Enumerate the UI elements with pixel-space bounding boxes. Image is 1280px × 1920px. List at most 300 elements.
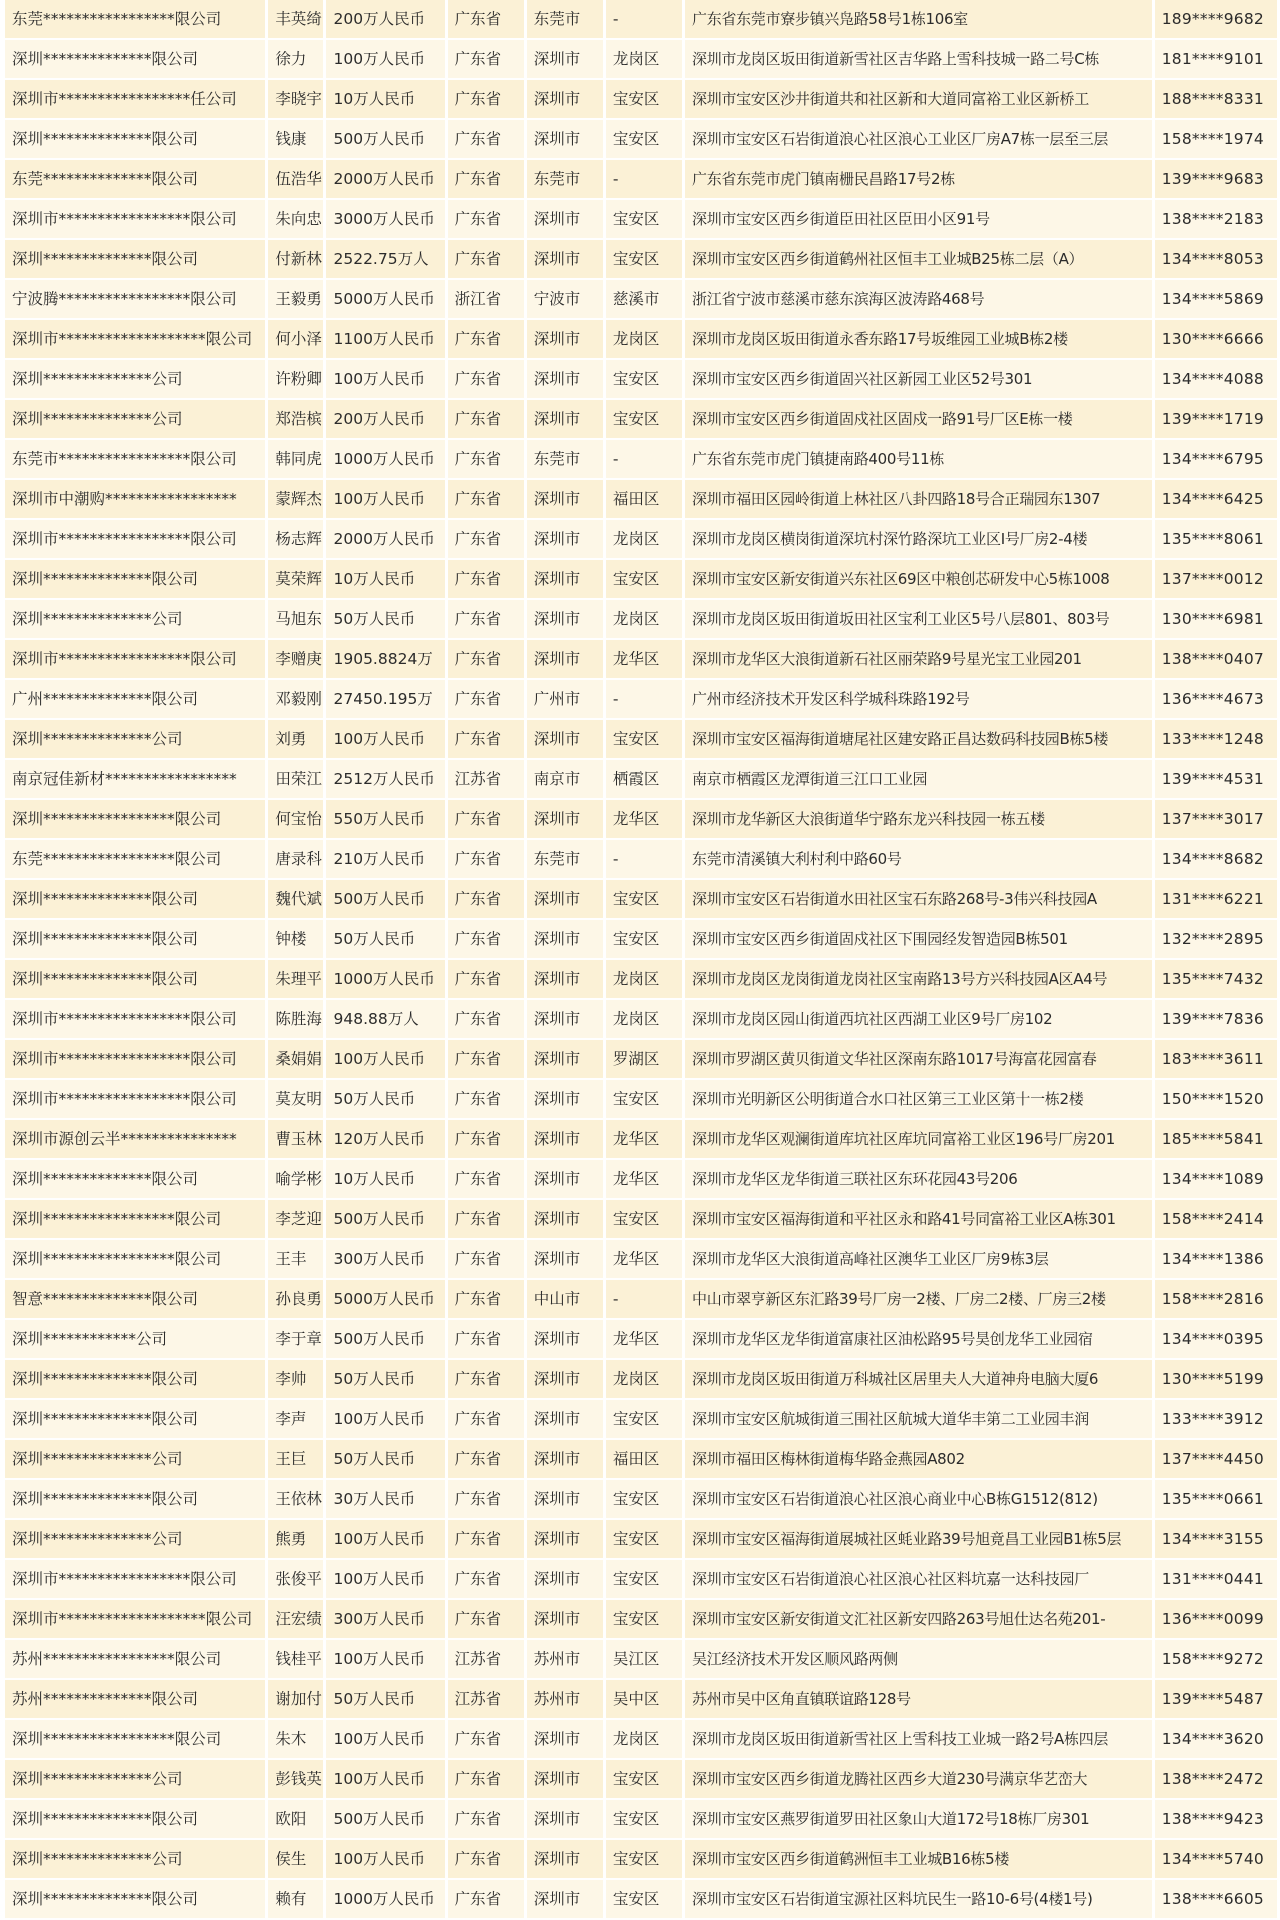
phone-cell: 130****6666 — [1155, 320, 1277, 358]
district-cell: 龙岗区 — [606, 600, 682, 638]
table-row — [5, 0, 1277, 38]
address-cell: 深圳市龙华区龙华街道富康社区油松路95号昊创龙华工业园宿 — [685, 1320, 1152, 1358]
phone-cell: 139****4531 — [1155, 760, 1277, 798]
province-cell: 广东省 — [448, 320, 524, 358]
district-cell: - — [606, 1280, 682, 1318]
phone-cell: 134****1089 — [1155, 1160, 1277, 1198]
address-cell: 深圳市龙岗区坂田街道万科城社区居里夫人大道神舟电脑大厦6 — [685, 1360, 1152, 1398]
district-cell: - — [606, 840, 682, 878]
province-cell: 广东省 — [448, 1400, 524, 1438]
registered-capital-cell: 2000万人民币 — [326, 160, 444, 198]
district-cell: 龙岗区 — [606, 960, 682, 998]
district-cell: 龙岗区 — [606, 40, 682, 78]
city-cell: 深圳市 — [527, 1840, 603, 1878]
province-cell: 江苏省 — [448, 1680, 524, 1718]
province-cell: 广东省 — [448, 200, 524, 238]
phone-cell: 189****9682 — [1155, 0, 1277, 38]
province-cell: 广东省 — [448, 1360, 524, 1398]
company-name-cell: 深圳市*****************限公司 — [5, 520, 265, 558]
address-cell: 深圳市龙岗区坂田街道坂田社区宝利工业区5号八层801、803号 — [685, 600, 1152, 638]
table-row — [5, 400, 1277, 438]
province-cell: 广东省 — [448, 560, 524, 598]
legal-person-cell: 莫友明 — [268, 1080, 323, 1118]
province-cell: 广东省 — [448, 1160, 524, 1198]
registered-capital-cell: 200万人民币 — [326, 400, 444, 438]
company-name-cell: 深圳**************限公司 — [5, 1800, 265, 1838]
district-cell: 宝安区 — [606, 1880, 682, 1918]
province-cell: 江苏省 — [448, 760, 524, 798]
phone-cell: 130****6981 — [1155, 600, 1277, 638]
registered-capital-cell: 100万人民币 — [326, 1720, 444, 1758]
city-cell: 中山市 — [527, 1280, 603, 1318]
table-row — [5, 480, 1277, 518]
table-row — [5, 1280, 1277, 1318]
city-cell: 深圳市 — [527, 360, 603, 398]
city-cell: 深圳市 — [527, 880, 603, 918]
city-cell: 深圳市 — [527, 240, 603, 278]
legal-person-cell: 田荣江 — [268, 760, 323, 798]
city-cell: 深圳市 — [527, 40, 603, 78]
company-name-cell: 东莞**************限公司 — [5, 160, 265, 198]
registered-capital-cell: 5000万人民币 — [326, 280, 444, 318]
company-name-cell: 深圳**************限公司 — [5, 120, 265, 158]
city-cell: 深圳市 — [527, 1800, 603, 1838]
table-body — [5, 0, 1277, 1918]
address-cell: 深圳市宝安区西乡街道固戍社区固戍一路91号厂区E栋一楼 — [685, 400, 1152, 438]
district-cell: 宝安区 — [606, 1520, 682, 1558]
province-cell: 广东省 — [448, 960, 524, 998]
district-cell: 龙华区 — [606, 640, 682, 678]
legal-person-cell: 蒙辉杰 — [268, 480, 323, 518]
city-cell: 深圳市 — [527, 1760, 603, 1798]
address-cell: 深圳市宝安区石岩街道浪心社区浪心社区料坑嘉一达科技园厂 — [685, 1560, 1152, 1598]
company-name-cell: 深圳**************限公司 — [5, 560, 265, 598]
table-row — [5, 1360, 1277, 1398]
phone-cell: 133****1248 — [1155, 720, 1277, 758]
table-row — [5, 1640, 1277, 1678]
district-cell: 宝安区 — [606, 1400, 682, 1438]
district-cell: 龙岗区 — [606, 1360, 682, 1398]
province-cell: 广东省 — [448, 680, 524, 718]
city-cell: 深圳市 — [527, 1320, 603, 1358]
phone-cell: 135****7432 — [1155, 960, 1277, 998]
company-name-cell: 深圳**************公司 — [5, 400, 265, 438]
company-name-cell: 智意**************限公司 — [5, 1280, 265, 1318]
province-cell: 广东省 — [448, 800, 524, 838]
registered-capital-cell: 500万人民币 — [326, 1800, 444, 1838]
legal-person-cell: 李赠庚 — [268, 640, 323, 678]
registered-capital-cell: 50万人民币 — [326, 1080, 444, 1118]
registered-capital-cell: 2000万人民币 — [326, 520, 444, 558]
company-name-cell: 广州**************限公司 — [5, 680, 265, 718]
province-cell: 广东省 — [448, 840, 524, 878]
table-row — [5, 800, 1277, 838]
city-cell: 深圳市 — [527, 600, 603, 638]
table-row — [5, 1400, 1277, 1438]
province-cell: 广东省 — [448, 360, 524, 398]
company-name-cell: 深圳市*****************限公司 — [5, 1080, 265, 1118]
phone-cell: 183****3611 — [1155, 1040, 1277, 1078]
registered-capital-cell: 100万人民币 — [326, 1400, 444, 1438]
district-cell: 宝安区 — [606, 1600, 682, 1638]
table-row — [5, 1840, 1277, 1878]
phone-cell: 134****0395 — [1155, 1320, 1277, 1358]
address-cell: 深圳市龙岗区坂田街道新雪社区上雪科技工业城一路2号A栋四层 — [685, 1720, 1152, 1758]
district-cell: 龙华区 — [606, 1320, 682, 1358]
district-cell: 龙华区 — [606, 1120, 682, 1158]
phone-cell: 134****4088 — [1155, 360, 1277, 398]
table-row — [5, 1240, 1277, 1278]
company-table — [2, 0, 1280, 1920]
legal-person-cell: 杨志辉 — [268, 520, 323, 558]
legal-person-cell: 赖有 — [268, 1880, 323, 1918]
phone-cell: 185****5841 — [1155, 1120, 1277, 1158]
legal-person-cell: 曹玉林 — [268, 1120, 323, 1158]
district-cell: 宝安区 — [606, 200, 682, 238]
registered-capital-cell: 550万人民币 — [326, 800, 444, 838]
table-row — [5, 1120, 1277, 1158]
phone-cell: 136****0099 — [1155, 1600, 1277, 1638]
legal-person-cell: 何宝怡 — [268, 800, 323, 838]
table-row — [5, 280, 1277, 318]
phone-cell: 134****1386 — [1155, 1240, 1277, 1278]
registered-capital-cell: 50万人民币 — [326, 1360, 444, 1398]
district-cell: 福田区 — [606, 1440, 682, 1478]
city-cell: 深圳市 — [527, 1000, 603, 1038]
registered-capital-cell: 50万人民币 — [326, 1680, 444, 1718]
province-cell: 广东省 — [448, 1440, 524, 1478]
province-cell: 广东省 — [448, 720, 524, 758]
district-cell: 吴中区 — [606, 1680, 682, 1718]
registered-capital-cell: 300万人民币 — [326, 1240, 444, 1278]
table-row — [5, 960, 1277, 998]
table-row — [5, 1560, 1277, 1598]
city-cell: 深圳市 — [527, 960, 603, 998]
address-cell: 深圳市龙华区大浪街道新石社区丽荣路9号星光宝工业园201 — [685, 640, 1152, 678]
registered-capital-cell: 10万人民币 — [326, 80, 444, 118]
table-row — [5, 320, 1277, 358]
legal-person-cell: 王丰 — [268, 1240, 323, 1278]
address-cell: 深圳市龙岗区坂田街道永香东路17号坂维园工业城B栋2楼 — [685, 320, 1152, 358]
legal-person-cell: 朱理平 — [268, 960, 323, 998]
company-name-cell: 深圳**************限公司 — [5, 920, 265, 958]
registered-capital-cell: 2522.75万人 — [326, 240, 444, 278]
district-cell: 宝安区 — [606, 880, 682, 918]
phone-cell: 133****3912 — [1155, 1400, 1277, 1438]
phone-cell: 130****5199 — [1155, 1360, 1277, 1398]
registered-capital-cell: 100万人民币 — [326, 1640, 444, 1678]
table-row — [5, 440, 1277, 478]
address-cell: 深圳市宝安区石岩街道浪心社区浪心工业区厂房A7栋一层至三层 — [685, 120, 1152, 158]
address-cell: 深圳市龙岗区坂田街道新雪社区吉华路上雪科技城一路二号C栋 — [685, 40, 1152, 78]
legal-person-cell: 刘勇 — [268, 720, 323, 758]
legal-person-cell: 马旭东 — [268, 600, 323, 638]
address-cell: 广东省东莞市寮步镇兴凫路58号1栋106室 — [685, 0, 1152, 38]
legal-person-cell: 邓毅刚 — [268, 680, 323, 718]
table-row — [5, 240, 1277, 278]
company-name-cell: 深圳**************公司 — [5, 360, 265, 398]
address-cell: 广东省东莞市虎门镇捷南路400号11栋 — [685, 440, 1152, 478]
province-cell: 广东省 — [448, 880, 524, 918]
legal-person-cell: 伍浩华 — [268, 160, 323, 198]
city-cell: 深圳市 — [527, 1480, 603, 1518]
province-cell: 广东省 — [448, 520, 524, 558]
registered-capital-cell: 100万人民币 — [326, 480, 444, 518]
legal-person-cell: 朱向忠 — [268, 200, 323, 238]
phone-cell: 181****9101 — [1155, 40, 1277, 78]
address-cell: 深圳市宝安区福海街道塘尾社区建安路正昌达数码科技园B栋5楼 — [685, 720, 1152, 758]
phone-cell: 138****6605 — [1155, 1880, 1277, 1918]
phone-cell: 158****9272 — [1155, 1640, 1277, 1678]
address-cell: 深圳市宝安区福海街道展城社区蚝业路39号旭竟昌工业园B1栋5层 — [685, 1520, 1152, 1558]
table-row — [5, 840, 1277, 878]
registered-capital-cell: 120万人民币 — [326, 1120, 444, 1158]
company-name-cell: 深圳*****************限公司 — [5, 1200, 265, 1238]
address-cell: 深圳市宝安区沙井街道共和社区新和大道同富裕工业区新桥工 — [685, 80, 1152, 118]
table-row — [5, 920, 1277, 958]
district-cell: 宝安区 — [606, 400, 682, 438]
table-row — [5, 1000, 1277, 1038]
company-name-cell: 深圳市*****************限公司 — [5, 1560, 265, 1598]
province-cell: 广东省 — [448, 640, 524, 678]
address-cell: 吴江经济技术开发区顺风路两侧 — [685, 1640, 1152, 1678]
address-cell: 深圳市龙华新区大浪街道华宁路东龙兴科技园一栋五楼 — [685, 800, 1152, 838]
table-row — [5, 1040, 1277, 1078]
table-row — [5, 1080, 1277, 1118]
legal-person-cell: 朱木 — [268, 1720, 323, 1758]
legal-person-cell: 许粉卿 — [268, 360, 323, 398]
registered-capital-cell: 500万人民币 — [326, 1200, 444, 1238]
district-cell: - — [606, 680, 682, 718]
district-cell: 宝安区 — [606, 920, 682, 958]
registered-capital-cell: 1905.8824万 — [326, 640, 444, 678]
company-name-cell: 深圳**************公司 — [5, 1840, 265, 1878]
district-cell: 宝安区 — [606, 1800, 682, 1838]
phone-cell: 136****4673 — [1155, 680, 1277, 718]
legal-person-cell: 莫荣辉 — [268, 560, 323, 598]
city-cell: 南京市 — [527, 760, 603, 798]
phone-cell: 188****8331 — [1155, 80, 1277, 118]
company-name-cell: 苏州*****************限公司 — [5, 1640, 265, 1678]
legal-person-cell: 唐录科 — [268, 840, 323, 878]
table-row — [5, 1800, 1277, 1838]
province-cell: 广东省 — [448, 1560, 524, 1598]
address-cell: 深圳市福田区园岭街道上林社区八卦四路18号合正瑞园东1307 — [685, 480, 1152, 518]
city-cell: 深圳市 — [527, 80, 603, 118]
registered-capital-cell: 100万人民币 — [326, 1560, 444, 1598]
company-name-cell: 深圳**************公司 — [5, 1760, 265, 1798]
address-cell: 深圳市龙华区龙华街道三联社区东环花园43号206 — [685, 1160, 1152, 1198]
company-name-cell: 深圳**************限公司 — [5, 1880, 265, 1918]
legal-person-cell: 钱康 — [268, 120, 323, 158]
address-cell: 深圳市宝安区航城街道三围社区航城大道华丰第二工业园丰润 — [685, 1400, 1152, 1438]
city-cell: 深圳市 — [527, 1040, 603, 1078]
table-row — [5, 160, 1277, 198]
address-cell: 深圳市宝安区西乡街道龙腾社区西乡大道230号满京华艺峦大 — [685, 1760, 1152, 1798]
company-name-cell: 深圳市*****************限公司 — [5, 640, 265, 678]
legal-person-cell: 桑娟娟 — [268, 1040, 323, 1078]
company-name-cell: 深圳**************限公司 — [5, 240, 265, 278]
table-row — [5, 1720, 1277, 1758]
city-cell: 宁波市 — [527, 280, 603, 318]
district-cell: 宝安区 — [606, 120, 682, 158]
registered-capital-cell: 1000万人民币 — [326, 440, 444, 478]
address-cell: 深圳市福田区梅林街道梅华路金燕园A802 — [685, 1440, 1152, 1478]
city-cell: 东莞市 — [527, 440, 603, 478]
address-cell: 深圳市宝安区燕罗街道罗田社区象山大道172号18栋厂房301 — [685, 1800, 1152, 1838]
legal-person-cell: 李于章 — [268, 1320, 323, 1358]
table-row — [5, 1440, 1277, 1478]
district-cell: 龙华区 — [606, 1160, 682, 1198]
legal-person-cell: 李晓宇 — [268, 80, 323, 118]
address-cell: 深圳市宝安区新安街道兴东社区69区中粮创芯研发中心5栋1008 — [685, 560, 1152, 598]
district-cell: 宝安区 — [606, 80, 682, 118]
city-cell: 深圳市 — [527, 1240, 603, 1278]
phone-cell: 158****2414 — [1155, 1200, 1277, 1238]
address-cell: 深圳市龙岗区园山街道西坑社区西湖工业区9号厂房102 — [685, 1000, 1152, 1038]
registered-capital-cell: 100万人民币 — [326, 1840, 444, 1878]
district-cell: 栖霞区 — [606, 760, 682, 798]
company-name-cell: 深圳**************公司 — [5, 720, 265, 758]
province-cell: 广东省 — [448, 1720, 524, 1758]
phone-cell: 138****9423 — [1155, 1800, 1277, 1838]
city-cell: 东莞市 — [527, 0, 603, 38]
address-cell: 苏州市吴中区角直镇联谊路128号 — [685, 1680, 1152, 1718]
city-cell: 深圳市 — [527, 1160, 603, 1198]
city-cell: 东莞市 — [527, 160, 603, 198]
phone-cell: 134****6795 — [1155, 440, 1277, 478]
phone-cell: 131****0441 — [1155, 1560, 1277, 1598]
city-cell: 苏州市 — [527, 1640, 603, 1678]
legal-person-cell: 陈胜海 — [268, 1000, 323, 1038]
phone-cell: 134****5869 — [1155, 280, 1277, 318]
district-cell: 宝安区 — [606, 560, 682, 598]
district-cell: - — [606, 440, 682, 478]
company-name-cell: 深圳**************限公司 — [5, 1480, 265, 1518]
province-cell: 广东省 — [448, 1800, 524, 1838]
phone-cell: 158****1974 — [1155, 120, 1277, 158]
registered-capital-cell: 500万人民币 — [326, 880, 444, 918]
district-cell: 吴江区 — [606, 1640, 682, 1678]
district-cell: 宝安区 — [606, 1840, 682, 1878]
city-cell: 深圳市 — [527, 1200, 603, 1238]
city-cell: 深圳市 — [527, 920, 603, 958]
city-cell: 深圳市 — [527, 720, 603, 758]
company-name-cell: 深圳市*******************限公司 — [5, 1600, 265, 1638]
company-name-cell: 深圳市*****************任公司 — [5, 80, 265, 118]
province-cell: 广东省 — [448, 1880, 524, 1918]
city-cell: 深圳市 — [527, 1720, 603, 1758]
province-cell: 广东省 — [448, 480, 524, 518]
registered-capital-cell: 100万人民币 — [326, 360, 444, 398]
registered-capital-cell: 1000万人民币 — [326, 1880, 444, 1918]
company-name-cell: 深圳市*******************限公司 — [5, 320, 265, 358]
district-cell: 宝安区 — [606, 1480, 682, 1518]
province-cell: 广东省 — [448, 1600, 524, 1638]
city-cell: 深圳市 — [527, 1080, 603, 1118]
registered-capital-cell: 100万人民币 — [326, 40, 444, 78]
address-cell: 深圳市宝安区西乡街道固兴社区新园工业区52号301 — [685, 360, 1152, 398]
legal-person-cell: 王巨 — [268, 1440, 323, 1478]
address-cell: 深圳市宝安区石岩街道宝源社区料坑民生一路10-6号(4楼1号) — [685, 1880, 1152, 1918]
company-name-cell: 深圳**************限公司 — [5, 960, 265, 998]
district-cell: 宝安区 — [606, 1080, 682, 1118]
registered-capital-cell: 948.88万人 — [326, 1000, 444, 1038]
legal-person-cell: 钟楼 — [268, 920, 323, 958]
phone-cell: 132****2895 — [1155, 920, 1277, 958]
province-cell: 广东省 — [448, 1760, 524, 1798]
province-cell: 江苏省 — [448, 1640, 524, 1678]
city-cell: 东莞市 — [527, 840, 603, 878]
province-cell: 广东省 — [448, 40, 524, 78]
province-cell: 广东省 — [448, 1200, 524, 1238]
registered-capital-cell: 50万人民币 — [326, 600, 444, 638]
legal-person-cell: 汪宏绩 — [268, 1600, 323, 1638]
phone-cell: 139****5487 — [1155, 1680, 1277, 1718]
table-row — [5, 1760, 1277, 1798]
company-name-cell: 深圳*****************限公司 — [5, 1240, 265, 1278]
legal-person-cell: 喻学彬 — [268, 1160, 323, 1198]
company-name-cell: 深圳**************限公司 — [5, 1160, 265, 1198]
company-name-cell: 东莞市*****************限公司 — [5, 440, 265, 478]
address-cell: 深圳市罗湖区黄贝街道文华社区深南东路1017号海富花园富春 — [685, 1040, 1152, 1078]
table-row — [5, 1320, 1277, 1358]
province-cell: 广东省 — [448, 80, 524, 118]
province-cell: 广东省 — [448, 1040, 524, 1078]
registered-capital-cell: 10万人民币 — [326, 1160, 444, 1198]
registered-capital-cell: 500万人民币 — [326, 1320, 444, 1358]
phone-cell: 137****4450 — [1155, 1440, 1277, 1478]
registered-capital-cell: 27450.195万 — [326, 680, 444, 718]
table-row — [5, 640, 1277, 678]
province-cell: 广东省 — [448, 600, 524, 638]
district-cell: 龙华区 — [606, 1240, 682, 1278]
legal-person-cell: 李声 — [268, 1400, 323, 1438]
city-cell: 深圳市 — [527, 200, 603, 238]
address-cell: 东莞市清溪镇大利村利中路60号 — [685, 840, 1152, 878]
phone-cell: 138****0407 — [1155, 640, 1277, 678]
legal-person-cell: 钱桂平 — [268, 1640, 323, 1678]
address-cell: 深圳市宝安区石岩街道水田社区宝石东路268号-3伟兴科技园A — [685, 880, 1152, 918]
city-cell: 深圳市 — [527, 1560, 603, 1598]
city-cell: 深圳市 — [527, 520, 603, 558]
company-name-cell: 深圳**************限公司 — [5, 40, 265, 78]
province-cell: 广东省 — [448, 0, 524, 38]
company-name-cell: 深圳************公司 — [5, 1320, 265, 1358]
legal-person-cell: 熊勇 — [268, 1520, 323, 1558]
registered-capital-cell: 500万人民币 — [326, 120, 444, 158]
company-name-cell: 深圳*****************限公司 — [5, 1720, 265, 1758]
address-cell: 深圳市宝安区新安街道文汇社区新安四路263号旭仕达名苑201- — [685, 1600, 1152, 1638]
address-cell: 深圳市宝安区西乡街道臣田社区臣田小区91号 — [685, 200, 1152, 238]
province-cell: 广东省 — [448, 1080, 524, 1118]
company-name-cell: 深圳**************公司 — [5, 1440, 265, 1478]
registered-capital-cell: 1000万人民币 — [326, 960, 444, 998]
address-cell: 深圳市光明新区公明街道合水口社区第三工业区第十一栋2楼 — [685, 1080, 1152, 1118]
district-cell: 罗湖区 — [606, 1040, 682, 1078]
legal-person-cell: 欧阳 — [268, 1800, 323, 1838]
address-cell: 深圳市宝安区西乡街道鹤州社区恒丰工业城B25栋二层（A） — [685, 240, 1152, 278]
district-cell: 宝安区 — [606, 360, 682, 398]
table-row — [5, 40, 1277, 78]
registered-capital-cell: 100万人民币 — [326, 1760, 444, 1798]
phone-cell: 150****1520 — [1155, 1080, 1277, 1118]
city-cell: 深圳市 — [527, 1520, 603, 1558]
address-cell: 深圳市宝安区西乡街道固戍社区下围园经发智造园B栋501 — [685, 920, 1152, 958]
province-cell: 广东省 — [448, 1840, 524, 1878]
table-row — [5, 880, 1277, 918]
phone-cell: 134****3620 — [1155, 1720, 1277, 1758]
